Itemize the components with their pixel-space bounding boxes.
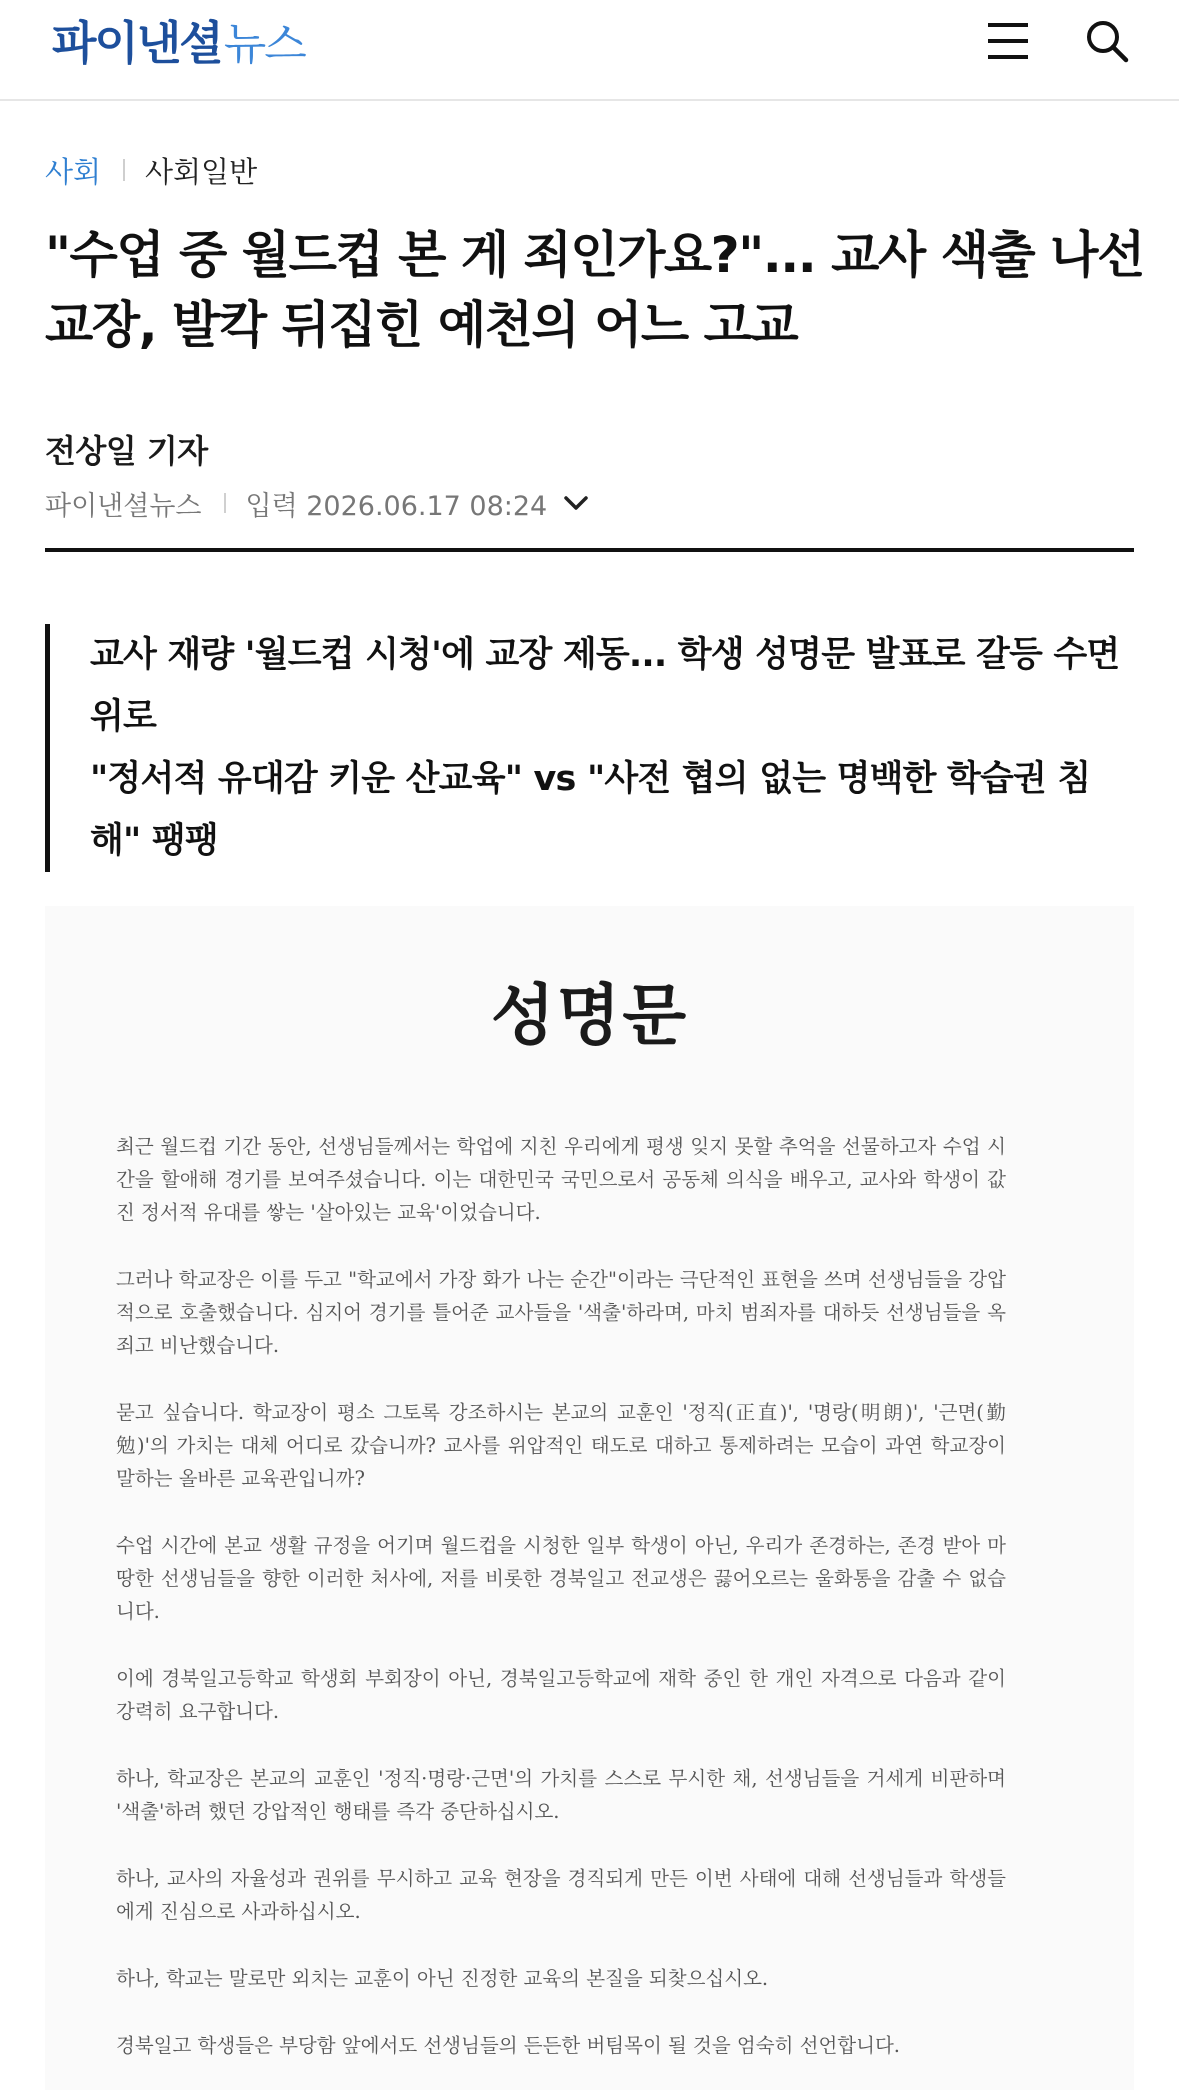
breadcrumb-divider <box>123 159 125 181</box>
reporter-name[interactable]: 전상일 기자 <box>45 432 208 470</box>
article-image-statement[interactable] <box>45 906 1134 2090</box>
article-headline: "수업 중 월드컵 본 게 죄인가요?"... 교사 색출 나선 교장, 발칵 뒤집힌 예천의 어느 고교 <box>45 226 1144 354</box>
search-icon <box>1082 16 1134 66</box>
chevron-down-icon <box>561 488 591 518</box>
date-expand-button[interactable] <box>561 488 591 518</box>
site-logo[interactable] <box>52 14 305 70</box>
breadcrumb <box>45 148 257 192</box>
statement-paragraph: 수업 시간에 본교 생활 규정을 어기며 월드컵을 시청한 일부 학생이 아닌, 우리가 존경하는, 존경 받아 마땅한 선생님들을 향한 이러한 처사에, 저를 비롯한 경북일고 전교생은 끓어오르는 울화통을 감출 수 없습니다. <box>116 1534 1006 1623</box>
article-meta <box>45 483 591 523</box>
statement-paragraph: 최근 월드컵 기간 동안, 선생님들께서는 학업에 지친 우리에게 평생 잊지 못할 추억을 선물하고자 수업 시간을 할애해 경기를 보여주셨습니다. 이는 대한민국 국민으로서 공동체 의식을 배우고, 교사와 학생이 값진 정서적 유대를 쌓는 '살아있는 교육'이었습니다. <box>116 1135 1006 1224</box>
statement-paragraph: 그러나 학교장은 이를 두고 "학교에서 가장 화가 나는 순간"이라는 극단적인 표현을 쓰며 선생님들을 강압적으로 호출했습니다. 심지어 경기를 틀어준 교사들을 '색출'하라며, 마치 범죄자를 대하듯 선생님들을 옥죄고 비난했습니다. <box>116 1268 1006 1357</box>
summary-line: "정서적 유대감 키운 산교육" vs "사전 협의 없는 명백한 학습권 침해" 팽팽 <box>90 759 1091 861</box>
statement-paragraph: 하나, 교사의 자율성과 권위를 무시하고 교육 현장을 경직되게 만든 이번 사태에 대해 선생님들과 학생들에게 진심으로 사과하십시오. <box>116 1867 1006 1923</box>
header-divider <box>45 548 1134 552</box>
article-summary <box>45 624 1134 872</box>
subcategory-link[interactable]: 사회일반 <box>145 154 258 189</box>
statement-paragraph: 하나, 학교는 말로만 외치는 교훈이 아닌 진정한 교육의 본질을 되찾으십시오. <box>116 1967 769 1990</box>
publisher-name: 파이낸셜뉴스 <box>45 490 202 522</box>
hamburger-menu-icon <box>983 18 1033 64</box>
statement-body <box>116 1130 1006 2090</box>
statement-title: 성명문 <box>490 976 689 1054</box>
statement-paragraph: 경북일고 학생들은 부당함 앞에서도 선생님들의 든든한 버팀목이 될 것을 엄숙히 선언합니다. <box>116 2034 900 2057</box>
published-date: 입력 2026.06.17 08:24 <box>245 490 548 522</box>
menu-button[interactable] <box>983 18 1033 64</box>
category-link[interactable]: 사회 <box>45 154 102 189</box>
search-button[interactable] <box>1082 16 1134 66</box>
statement-paragraph: 이에 경북일고등학교 학생회 부회장이 아닌, 경북일고등학교에 재학 중인 한 개인 자격으로 다음과 같이 강력히 요구합니다. <box>116 1667 1006 1723</box>
statement-paragraph: 묻고 싶습니다. 학교장이 평소 그토록 강조하시는 본교의 교훈인 '정직(正直)', '명랑(明朗)', '근면(勤勉)'의 가치는 대체 어디로 갔습니까? 교사를 위압적인 태도로 대하고 통제하려는 모습이 과연 학교장이 말하는 올바른 교육관입니까? <box>116 1401 1006 1490</box>
meta-divider <box>224 493 226 513</box>
summary-line: 교사 재량 '월드컵 시청'에 교장 제동... 학생 성명문 발표로 갈등 수면 위로 <box>90 635 1120 737</box>
logo-light-text: 뉴스 <box>223 19 305 70</box>
logo-strong-text: 파이낸셜 <box>52 16 222 70</box>
site-header <box>0 0 1179 101</box>
statement-paragraph: 하나, 학교장은 본교의 교훈인 '정직·명랑·근면'의 가치를 스스로 무시한 채, 선생님들을 거세게 비판하며 '색출'하려 했던 강압적인 행태를 즉각 중단하십시오. <box>116 1767 1006 1823</box>
